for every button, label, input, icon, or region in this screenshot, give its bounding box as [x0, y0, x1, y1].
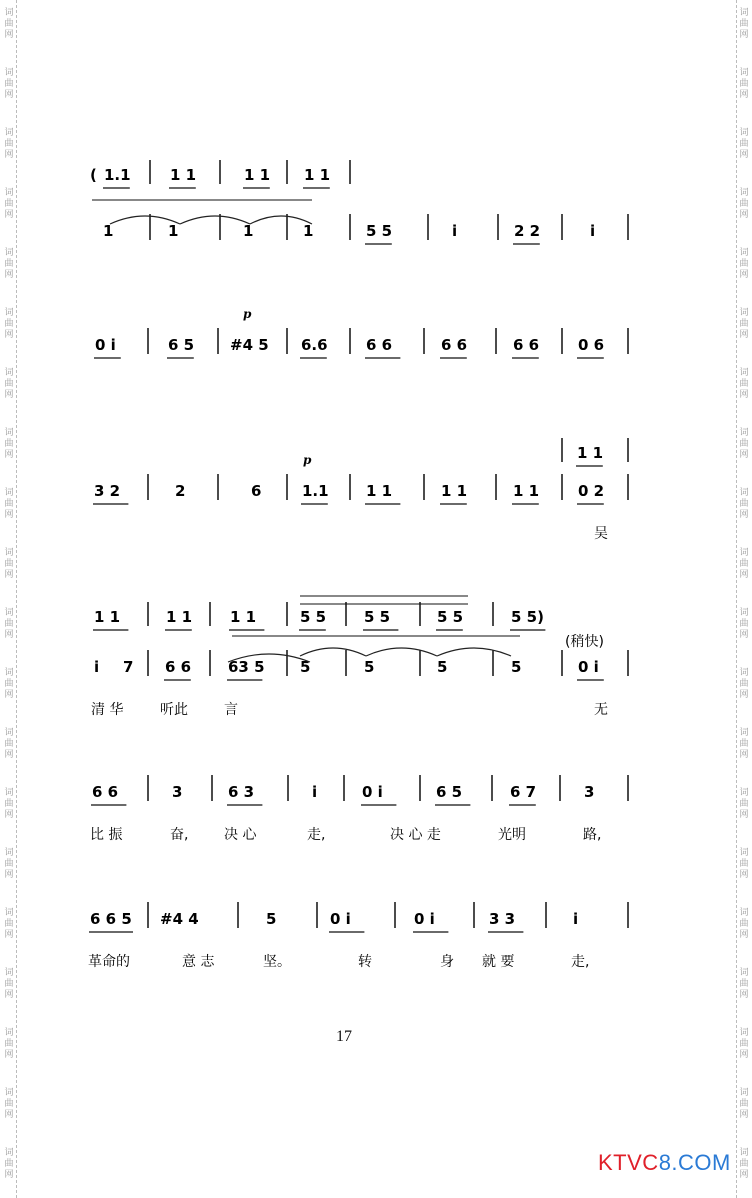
- note: 6 6: [441, 336, 468, 354]
- note: i: [573, 910, 579, 928]
- note: 63 5: [228, 658, 265, 676]
- lyric: 坚。: [263, 954, 291, 970]
- slur: [180, 216, 250, 224]
- note: 6 3: [228, 783, 255, 801]
- watermark-text: 词 曲 网: [4, 728, 14, 760]
- watermark-text: 词 曲 网: [739, 1148, 749, 1180]
- lyric: 光明: [498, 827, 526, 843]
- watermark-text: 词 曲 网: [4, 1028, 14, 1060]
- watermark-text: 词 曲 网: [4, 908, 14, 940]
- slur: [437, 648, 511, 656]
- note: i: [590, 222, 596, 240]
- upper-note: 1 1: [230, 608, 257, 626]
- slur: [300, 648, 366, 656]
- watermark-text: 词 曲 网: [739, 368, 749, 400]
- note: 3: [172, 783, 183, 801]
- note: 5: [364, 658, 375, 676]
- watermark-text: 词 曲 网: [739, 848, 749, 880]
- lyric: 身: [440, 954, 454, 970]
- upper-note: 1 1: [304, 166, 331, 184]
- watermark-text: 词 曲 网: [4, 128, 14, 160]
- watermark-text: 词 曲 网: [4, 1088, 14, 1120]
- site-logo-part2: 8.COM: [658, 1150, 731, 1175]
- lyric: 意 志: [182, 954, 215, 970]
- watermark-text: 词 曲 网: [4, 968, 14, 1000]
- note: 5: [511, 658, 522, 676]
- slur: [366, 648, 437, 656]
- lyric: 听此: [160, 702, 188, 718]
- watermark-text: 词 曲 网: [739, 68, 749, 100]
- note: 6 6: [513, 336, 540, 354]
- lyric: 走,: [571, 954, 590, 970]
- watermark-text: 词 曲 网: [4, 848, 14, 880]
- note: 6 7: [510, 783, 537, 801]
- lyric: 吴: [594, 526, 608, 542]
- note: 6: [251, 482, 262, 500]
- lyric: 路,: [583, 827, 602, 843]
- note: 6 6: [366, 336, 393, 354]
- note: 6 6 5: [90, 910, 132, 928]
- watermark-text: 词 曲 网: [739, 128, 749, 160]
- watermark-text: 词 曲 网: [739, 788, 749, 820]
- dynamic-mark: p: [303, 453, 312, 467]
- upper-note: 5 5): [511, 608, 544, 626]
- note: #4 5: [230, 336, 269, 354]
- upper-note: (: [90, 166, 97, 184]
- watermark-text: 词 曲 网: [739, 548, 749, 580]
- watermark-text: 词 曲 网: [739, 8, 749, 40]
- note: 1 1: [513, 482, 540, 500]
- watermark-text: 词 曲 网: [739, 728, 749, 760]
- note: 0 i: [330, 910, 351, 928]
- note: 6.6: [301, 336, 328, 354]
- watermark-text: 词 曲 网: [739, 188, 749, 220]
- note: i: [452, 222, 458, 240]
- lyric: 决 心 走: [390, 827, 441, 843]
- note: 1: [243, 222, 254, 240]
- note: 3 3: [489, 910, 516, 928]
- watermark-text: 词 曲 网: [4, 1148, 14, 1180]
- lyric: 言: [224, 702, 238, 718]
- lyric: 奋,: [170, 827, 189, 843]
- note: 7: [123, 658, 134, 676]
- note: 1 1: [441, 482, 468, 500]
- watermark-text: 词 曲 网: [4, 788, 14, 820]
- page-number: 17: [336, 1028, 352, 1045]
- lyric: 走,: [307, 827, 326, 843]
- note: 5: [300, 658, 311, 676]
- note: 0 6: [578, 336, 605, 354]
- watermark-text: 词 曲 网: [739, 608, 749, 640]
- note: 0 i: [362, 783, 383, 801]
- watermark-text: 词 曲 网: [739, 488, 749, 520]
- note: 6 6: [165, 658, 192, 676]
- watermark-text: 词 曲 网: [4, 488, 14, 520]
- note: 6 5: [168, 336, 195, 354]
- upper-note: 1 1: [170, 166, 197, 184]
- watermark-text: 词 曲 网: [739, 908, 749, 940]
- note: 2: [175, 482, 186, 500]
- note: 1.1: [302, 482, 329, 500]
- lyric: 比 振: [90, 827, 123, 843]
- note: 0 i: [578, 658, 599, 676]
- watermark-text: 词 曲 网: [739, 668, 749, 700]
- watermark-text: 词 曲 网: [739, 248, 749, 280]
- note: 2 2: [514, 222, 541, 240]
- upper-note: 1 1: [166, 608, 193, 626]
- dynamic-mark: p: [243, 307, 252, 321]
- note: 1 1: [366, 482, 393, 500]
- upper-note: 5 5: [364, 608, 391, 626]
- watermark-text: 词 曲 网: [4, 368, 14, 400]
- note: 0 i: [95, 336, 116, 354]
- note: 3 2: [94, 482, 121, 500]
- lyric: 革命的: [88, 954, 130, 970]
- watermark-text: 词 曲 网: [4, 68, 14, 100]
- note: 5: [437, 658, 448, 676]
- watermark-text: 词 曲 网: [739, 308, 749, 340]
- lyric: 清 华: [91, 702, 124, 718]
- note: 0 2: [578, 482, 605, 500]
- tempo-marking: (稍快): [565, 634, 604, 650]
- upper-note: 1 1: [577, 444, 604, 462]
- note: #4 4: [160, 910, 199, 928]
- note: 6 5: [436, 783, 463, 801]
- site-logo[interactable]: [598, 1150, 731, 1176]
- note: 1: [103, 222, 114, 240]
- lyric: 转: [358, 954, 372, 970]
- note: 1: [303, 222, 314, 240]
- note: i: [94, 658, 100, 676]
- site-logo-part1: KTVC: [598, 1150, 659, 1175]
- watermark-text: 词 曲 网: [4, 308, 14, 340]
- watermark-text: 词 曲 网: [4, 248, 14, 280]
- watermark-text: 词 曲 网: [739, 1028, 749, 1060]
- upper-note: 1 1: [94, 608, 121, 626]
- watermark-text: 词 曲 网: [4, 548, 14, 580]
- watermark-text: 词 曲 网: [739, 968, 749, 1000]
- lyric: 无: [594, 702, 608, 718]
- watermark-text: 词 曲 网: [4, 8, 14, 40]
- watermark-text: 词 曲 网: [4, 428, 14, 460]
- upper-note: 1 1: [244, 166, 271, 184]
- watermark-text: 词 曲 网: [4, 608, 14, 640]
- note: 6 6: [92, 783, 119, 801]
- note: 5: [266, 910, 277, 928]
- note: 3: [584, 783, 595, 801]
- upper-note: 5 5: [300, 608, 327, 626]
- upper-note: 5 5: [437, 608, 464, 626]
- note: i: [312, 783, 318, 801]
- lyric: 就 要: [482, 954, 515, 970]
- note: 1: [168, 222, 179, 240]
- note: 0 i: [414, 910, 435, 928]
- lyric: 决 心: [224, 827, 257, 843]
- watermark-text: 词 曲 网: [4, 668, 14, 700]
- watermark-text: 词 曲 网: [4, 188, 14, 220]
- watermark-text: 词 曲 网: [739, 428, 749, 460]
- note: 5 5: [366, 222, 393, 240]
- watermark-text: 词 曲 网: [739, 1088, 749, 1120]
- upper-note: 1.1: [104, 166, 131, 184]
